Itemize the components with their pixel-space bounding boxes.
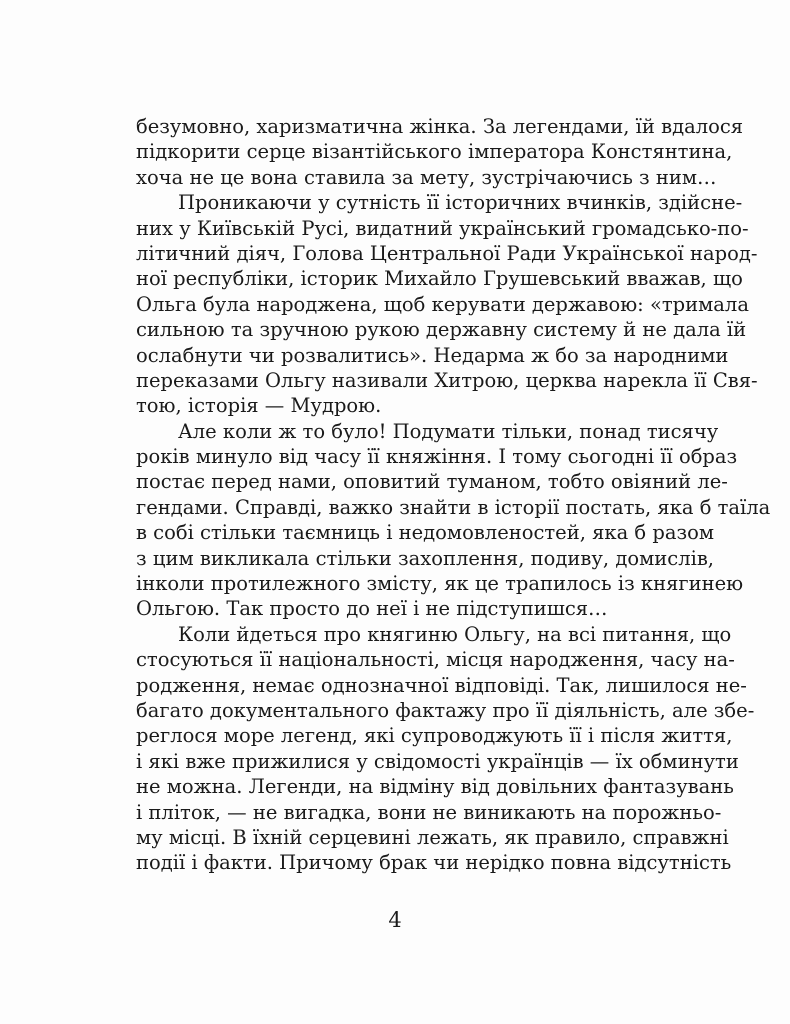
text-line: му місці. В їхній серцевині лежать, як правило, справжні bbox=[136, 825, 729, 849]
text-line: ної республіки, історик Михайло Грушевський вважав, що bbox=[136, 267, 743, 291]
text-line: гендами. Справді, важко знайти в історії постать, яка б таїла bbox=[136, 495, 771, 519]
paragraph-4 bbox=[136, 622, 755, 876]
text-line: тою, історія — Мудрою. bbox=[136, 394, 382, 418]
text-line: хоча не це вона ставила за мету, зустрічаючись з ним… bbox=[136, 165, 717, 189]
text-line: стосуються її національності, місця народження, часу на- bbox=[136, 648, 735, 672]
paragraph-1 bbox=[136, 114, 744, 190]
text-line: підкорити серце візантійського імператора Констянтина, bbox=[136, 140, 733, 164]
text-line: Коли йдеться про княгиню Ольгу, на всі питання, що bbox=[178, 622, 732, 646]
text-line: них у Київській Русі, видатний український громадсько-по- bbox=[136, 216, 749, 240]
text-line: Ольгою. Так просто до неї і не підступишся… bbox=[136, 597, 608, 621]
text-line: з цим викликала стільки захоплення, подиву, домислів, bbox=[136, 546, 714, 570]
body-text bbox=[136, 114, 771, 876]
page-number: 4 bbox=[388, 908, 402, 932]
text-line: в собі стільки таємниць і недомовленостей, яка б разом bbox=[136, 521, 715, 545]
text-line: переказами Ольгу називали Хитрою, церква нарекла її Свя- bbox=[136, 368, 758, 392]
paragraph-3 bbox=[136, 419, 771, 622]
text-line: Але коли ж то було! Подумати тільки, понад тисячу bbox=[178, 419, 719, 443]
text-line: років минуло від часу її княжіння. І тому сьогодні її образ bbox=[136, 445, 738, 469]
text-line: сильною та зручною рукою державну систему й не дала їй bbox=[136, 318, 747, 342]
text-line: Ольга була народжена, щоб керувати державою: «тримала bbox=[136, 292, 749, 316]
text-line: Проникаючи у сутність її історичних вчинків, здійсне- bbox=[178, 191, 743, 215]
text-line: безумовно, харизматична жінка. За легендами, їй вдалося bbox=[136, 115, 744, 138]
text-line: ослабнути чи розвалитись». Недарма ж бо за народними bbox=[136, 343, 729, 367]
text-line: літичний діяч, Голова Центральної Ради Української народ- bbox=[136, 241, 758, 265]
text-line: події і факти. Причому брак чи нерідко повна відсутність bbox=[136, 851, 732, 875]
paragraph-2 bbox=[136, 190, 758, 419]
text-line: родження, немає однозначної відповіді. Так, лишилося не- bbox=[136, 673, 747, 697]
text-line: реглося море легенд, які супроводжують її і після життя, bbox=[136, 724, 733, 748]
text-line: інколи протилежного змісту, як це трапилось із княгинею bbox=[136, 572, 744, 596]
text-line: і пліток, — не вигадка, вони не виникають на порожньо- bbox=[136, 800, 722, 824]
text-line: і які вже прижилися у свідомості українців — їх обминути bbox=[136, 749, 739, 773]
text-line: не можна. Легенди, на відміну від довільних фантазувань bbox=[136, 775, 734, 799]
text-line: багато документального фактажу про її діяльність, але збе- bbox=[136, 698, 755, 722]
text-line: постає перед нами, оповитий туманом, тобто овіяний ле- bbox=[136, 470, 728, 494]
